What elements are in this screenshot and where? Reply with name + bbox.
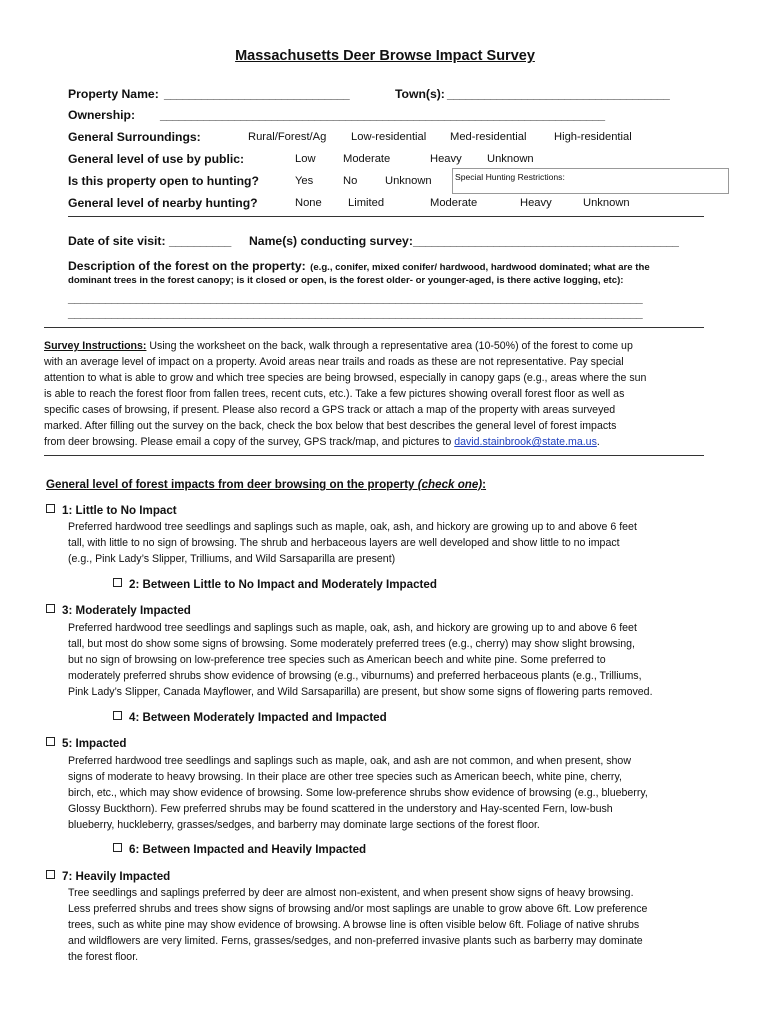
impact-option-label: 3: Moderately Impacted (62, 604, 191, 617)
description-line: tall, with little to no sign of browsing. The shrub and herbaceous layers are well developed and show little to no impact (68, 537, 620, 549)
public-use-option-low[interactable]: Low (295, 153, 316, 165)
nearby-hunting-option-limited[interactable]: Limited (348, 197, 385, 209)
checkbox[interactable] (46, 870, 55, 879)
forest-description-field-2[interactable]: _____________________________________________________________________________________________ (68, 306, 643, 320)
impact-option-2[interactable] (113, 578, 437, 591)
description-line: Preferred hardwood tree seedlings and saplings such as maple, oak, and ash are not common, and when present, show (68, 755, 631, 767)
impact-option-1[interactable] (46, 504, 177, 517)
impacts-heading-text: General level of forest impacts from deer browsing on the property (46, 478, 418, 491)
surroundings-option-med[interactable]: Med-residential (450, 131, 527, 143)
checkbox[interactable] (113, 843, 122, 852)
surroundings-option-rural[interactable]: Rural/Forest/Ag (248, 131, 327, 143)
checkbox[interactable] (46, 504, 55, 513)
public-use-option-heavy[interactable]: Heavy (430, 153, 462, 165)
surveyor-names-field[interactable]: ___________________________________________ (413, 234, 679, 248)
divider (68, 216, 704, 217)
visit-date-field[interactable]: __________ (169, 234, 231, 248)
description-line: signs of moderate to heavy browsing. In their place are other tree species such as American beech, white pine, cherry, (68, 771, 622, 783)
forest-description-field-1[interactable]: _____________________________________________________________________________________________ (68, 291, 643, 305)
description-line: but no sign of browsing on low-preference tree species such as American beech and white pine. Some preferred to (68, 654, 606, 666)
description-line: Glossy Buckthorn). Few preferred shrubs may be found scattered in the understory and Hay-scented Fern, low-bush (68, 803, 613, 815)
checkbox[interactable] (113, 578, 122, 587)
impact-option-label: 5: Impacted (62, 737, 127, 750)
impact-option-3-description (68, 620, 653, 700)
instructions-line: specific cases of browsing, if present. Please also record a GPS track or attach a map of the property with areas surveyed (44, 404, 616, 416)
contact-email-link[interactable]: david.stainbrook@state.ma.us (454, 436, 597, 448)
impact-option-4[interactable] (113, 711, 387, 724)
instructions-line: Using the worksheet on the back, walk through a representative area (10-50%) of the forest to come up (146, 340, 633, 352)
impact-option-label: 2: Between Little to No Impact and Moderately Impacted (129, 578, 437, 591)
hunting-open-option-no[interactable]: No (343, 175, 358, 187)
description-line: trees, such as white pine may show evidence of browsing. A browse line is often visible below 6ft. Foliage of native shrubs (68, 919, 640, 931)
instructions-line: marked. After filling out the survey on the back, check the box below that best describes the general level of forest impacts (44, 420, 617, 432)
nearby-hunting-option-none[interactable]: None (295, 197, 322, 209)
description-line: Tree seedlings and saplings preferred by deer are almost non-existent, and when present show signs of heavy browsing. (68, 887, 634, 899)
special-restrictions-label: Special Hunting Restrictions: (455, 172, 565, 182)
instructions-heading: Survey Instructions: (44, 340, 147, 352)
impact-option-label: 6: Between Impacted and Heavily Impacted (129, 843, 367, 856)
description-line: Preferred hardwood tree seedlings and saplings such as maple, oak, ash, and hickory are growing up to and above 6 feet (68, 521, 637, 533)
property-name-field[interactable]: ______________________________ (164, 87, 350, 101)
impacts-heading-colon: : (482, 478, 487, 491)
divider (44, 455, 704, 456)
hunting-open-option-unknown[interactable]: Unknown (385, 175, 432, 187)
description-line: (e.g., Pink Lady’s Slipper, Trilliums, and Wild Sarsaparilla are present) (68, 553, 396, 565)
instructions-line: from deer browsing. Please email a copy of the survey, GPS track/map, and pictures to (44, 436, 455, 448)
nearby-hunting-option-moderate[interactable]: Moderate (430, 197, 478, 209)
checkbox[interactable] (46, 604, 55, 613)
impact-option-7-description (68, 885, 647, 965)
hunting-open-option-yes[interactable]: Yes (295, 175, 314, 187)
surveyor-names-label: Name(s) conducting survey: (249, 234, 413, 248)
survey-instructions (44, 338, 646, 450)
impact-option-label: 1: Little to No Impact (62, 504, 177, 517)
public-use-label: General level of use by public: (68, 152, 245, 166)
surroundings-option-high[interactable]: High-residential (554, 131, 632, 143)
description-line: and wildflowers are very limited. Ferns, grasses/sedges, and non-preferred invasive plants such as barberry may dominate (68, 935, 643, 947)
impact-option-5-description (68, 753, 648, 833)
description-line: tall, but most do show some signs of browsing. Some moderately preferred trees (e.g., cherry) may show slight browsing, (68, 638, 636, 650)
checkbox[interactable] (113, 711, 122, 720)
surroundings-label: General Surroundings: (68, 130, 201, 144)
forest-description-prompt (68, 257, 650, 275)
impact-option-1-description (68, 519, 637, 567)
impact-option-6[interactable] (113, 843, 366, 856)
description-line: the forest floor. (68, 951, 139, 963)
impact-option-3[interactable] (46, 604, 191, 617)
forest-description-hint-1: (e.g., conifer, mixed conifer/ hardwood, hardwood dominated; what are the (310, 262, 650, 273)
nearby-hunting-option-unknown[interactable]: Unknown (583, 197, 630, 209)
visit-date-label: Date of site visit: (68, 234, 166, 248)
forest-description-label: Description of the forest on the property: (68, 259, 306, 273)
divider (44, 327, 704, 328)
nearby-hunting-option-heavy[interactable]: Heavy (520, 197, 552, 209)
special-restrictions-box[interactable] (452, 168, 729, 194)
checkbox[interactable] (46, 737, 55, 746)
instructions-line: is able to reach the forest floor from fallen trees, recent cuts, etc.). Take a few pictures showing overall forest floor as well as (44, 388, 625, 400)
description-line: Pink Lady’s Slipper, Canada Mayflower, and Wild Sarsaparilla) are present, but show some signs of flowering parts removed. (68, 686, 653, 698)
surroundings-option-low[interactable]: Low-residential (351, 131, 427, 143)
impact-option-label: 7: Heavily Impacted (62, 870, 171, 883)
impact-option-7[interactable] (46, 870, 170, 883)
forest-description-hint-2: dominant trees in the forest canopy; is it closed or open, is the forest older- or younger-aged, is there active logging, etc): (68, 275, 624, 286)
property-name-label: Property Name: (68, 87, 159, 101)
impacts-heading (46, 478, 486, 491)
impact-option-5[interactable] (46, 737, 126, 750)
ownership-field[interactable]: ________________________________________________________________________ (160, 108, 605, 122)
description-line: Less preferred shrubs and trees show signs of browsing and/or most saplings are unable to grow above 6ft. Low preference (68, 903, 648, 915)
hunting-open-label: Is this property open to hunting? (68, 174, 259, 188)
instructions-line: attention to what is able to grow and which tree species are being browsed, especially in canopy gaps (e.g., areas where the sun (44, 372, 647, 384)
impacts-heading-note: (check one) (417, 478, 483, 491)
description-line: birch, etc., which may show evidence of browsing. Some low-preference shrubs show evidence of browsing (e.g., blueberry, (68, 787, 648, 799)
instructions-period: . (596, 436, 600, 448)
public-use-option-unknown[interactable]: Unknown (487, 153, 534, 165)
public-use-option-moderate[interactable]: Moderate (343, 153, 391, 165)
description-line: Preferred hardwood tree seedlings and saplings such as maple, oak, ash, and hickory are growing up to and above 6 feet (68, 622, 637, 634)
towns-field[interactable]: ____________________________________ (447, 87, 670, 101)
instructions-line: with an average level of impact on a property. Avoid areas near trails and roads as these are not representative. Pay special (44, 356, 624, 368)
description-line: moderately preferred shrubs show evidence of browsing (e.g., viburnums) and preferred herbaceous plants (e.g., Trilliums, (68, 670, 642, 682)
nearby-hunting-label: General level of nearby hunting? (68, 196, 258, 210)
impact-option-label: 4: Between Moderately Impacted and Impacted (129, 711, 387, 724)
towns-label: Town(s): (395, 87, 445, 101)
description-line: blueberry, huckleberry, grasses/sedges, and barberry may dominate large sections of the forest floor. (68, 819, 540, 831)
page-title: Massachusetts Deer Browse Impact Survey (235, 48, 535, 64)
ownership-label: Ownership: (68, 108, 136, 122)
